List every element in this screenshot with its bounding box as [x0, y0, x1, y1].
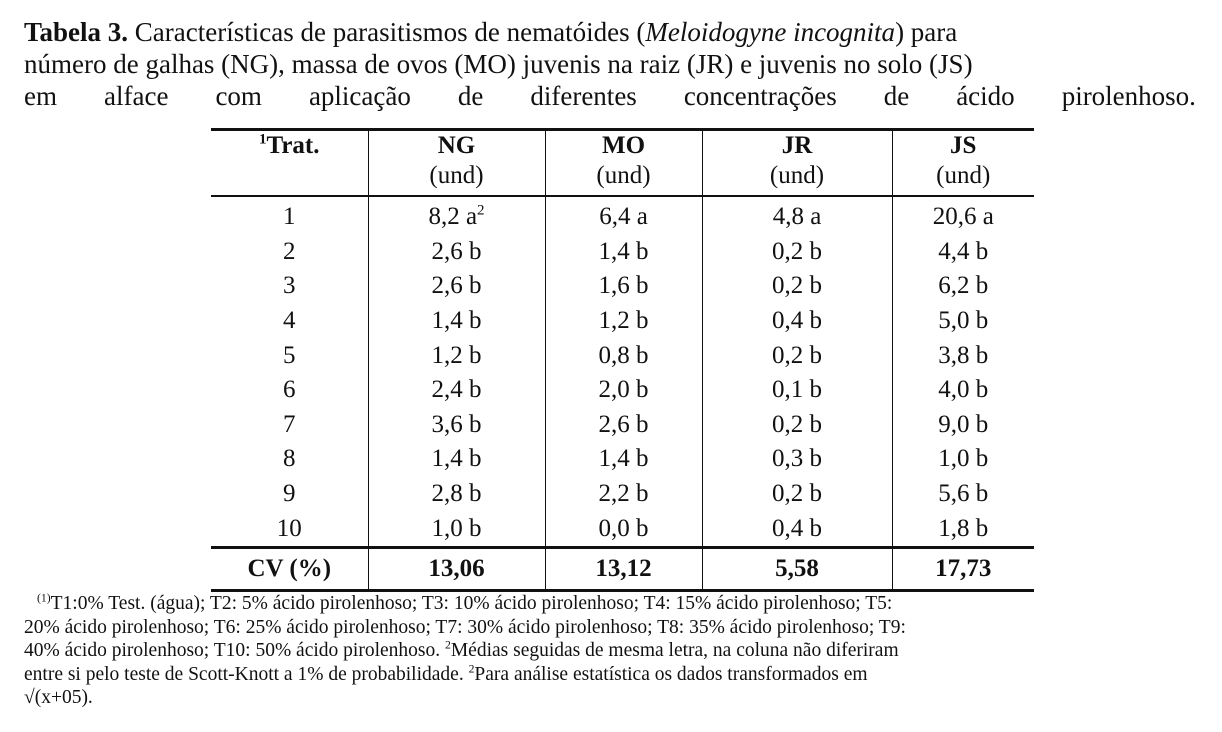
cell-mo: 0,8 b	[545, 338, 702, 373]
table-row	[211, 269, 1034, 304]
cell-mo: 1,2 b	[545, 304, 702, 339]
cell-jr: 0,4 b	[702, 511, 892, 547]
caption-text-post: ) para	[895, 17, 958, 47]
unit-jr: (und)	[702, 161, 892, 196]
results-table	[211, 128, 1034, 592]
cell-js: 1,0 b	[892, 442, 1034, 477]
header-trat-label: Trat.	[266, 132, 320, 159]
header-js: JS	[892, 130, 1034, 162]
table-header-row	[211, 130, 1034, 162]
footnote-line-3	[24, 639, 1208, 663]
footer-cv-js: 17,73	[892, 547, 1034, 590]
cell-ng: 1,4 b	[368, 442, 545, 477]
cell-mo: 0,0 b	[545, 511, 702, 547]
cell-mo: 1,6 b	[545, 269, 702, 304]
cell-trat: 5	[283, 341, 296, 369]
cell-jr: 0,2 b	[702, 408, 892, 443]
cell-js: 5,0 b	[892, 304, 1034, 339]
footnote-line-4-text	[24, 663, 868, 687]
table-body	[211, 196, 1034, 547]
cell-js: 4,4 b	[892, 235, 1034, 270]
cell-mo: 1,4 b	[545, 442, 702, 477]
footnote-line-5: √(x+05).	[24, 687, 93, 708]
cell-trat: 3	[283, 272, 296, 300]
caption-word: ácido	[956, 81, 1015, 111]
cell-trat: 9	[283, 480, 296, 508]
table-footnote	[24, 592, 1208, 710]
table-row	[211, 373, 1034, 408]
cell-ng: 2,6 b	[368, 269, 545, 304]
footnote-line-4	[24, 663, 1208, 687]
footnote-line-1-text	[37, 592, 892, 616]
table-row	[211, 304, 1034, 339]
caption-text-pre: Características de parasitismos de nematóides (	[134, 17, 646, 47]
cell-jr: 0,2 b	[702, 235, 892, 270]
cell-jr: 0,4 b	[702, 304, 892, 339]
table-caption	[24, 16, 1196, 112]
footer-cv-label: CV (%)	[211, 547, 368, 590]
caption-word: aplicação	[308, 81, 411, 111]
footnote-sup-1: (1)	[37, 591, 51, 605]
cell-jr: 0,2 b	[702, 269, 892, 304]
cell-ng: 3,6 b	[368, 408, 545, 443]
cell-ng	[368, 196, 545, 235]
cell-mo: 6,4 a	[545, 196, 702, 235]
caption-label: Tabela 3.	[24, 17, 129, 47]
cell-mo: 2,0 b	[545, 373, 702, 408]
cell-js: 9,0 b	[892, 408, 1034, 443]
footnote-sup-2b: 2	[468, 662, 475, 675]
cell-trat: 8	[283, 445, 296, 473]
cell-ng: 2,4 b	[368, 373, 545, 408]
cell-trat: 6	[283, 376, 296, 404]
caption-line-2: número de galhas (NG), massa de ovos (MO) juvenis na raiz (JR) e juvenis no solo (JS)	[24, 49, 973, 79]
cell-ng: 1,2 b	[368, 338, 545, 373]
cell-mo: 2,2 b	[545, 477, 702, 512]
caption-word: de	[457, 81, 484, 111]
cell-js: 20,6 a	[892, 196, 1034, 235]
table-row	[211, 477, 1034, 512]
cell-mo: 1,4 b	[545, 235, 702, 270]
caption-word: diferentes	[530, 81, 637, 111]
unit-js: (und)	[892, 161, 1034, 196]
header-trat	[211, 130, 368, 162]
cell-js: 3,8 b	[892, 338, 1034, 373]
cell-js: 6,2 b	[892, 269, 1034, 304]
cell-jr: 0,2 b	[702, 338, 892, 373]
header-mo: MO	[545, 130, 702, 162]
footnote-line-4-pre: entre si pelo teste de Scott-Knott a 1% de probabilidade.	[24, 663, 464, 685]
cell-jr: 0,2 b	[702, 477, 892, 512]
footnote-sup-2a: 2	[444, 638, 451, 652]
caption-species: Meloidogyne incognita	[645, 17, 896, 47]
cell-ng-value: 8,2 a	[428, 203, 478, 231]
cell-trat: 1	[283, 203, 296, 231]
header-jr: JR	[702, 130, 892, 162]
header-ng: NG	[368, 130, 545, 162]
cell-mo: 2,6 b	[545, 408, 702, 443]
caption-line-3	[24, 80, 1196, 112]
caption-word: concentrações	[683, 81, 837, 111]
footnote-line-2: 20% ácido pirolenhoso; T6: 25% ácido pirolenhoso; T7: 30% ácido pirolenhoso; T8: 35% ácido pirolenhoso; T9:	[24, 616, 906, 638]
footer-cv-ng: 13,06	[368, 547, 545, 590]
table-row	[211, 235, 1034, 270]
table-row	[211, 511, 1034, 547]
header-trat-sup: 1	[259, 131, 267, 148]
caption-word: de	[883, 81, 910, 111]
table-row	[211, 408, 1034, 443]
caption-line-1	[24, 16, 1196, 48]
cell-trat: 4	[283, 307, 296, 335]
cell-jr: 0,3 b	[702, 442, 892, 477]
cell-trat: 10	[276, 514, 302, 542]
footnote-line-3-post: Médias seguidas de mesma letra, na coluna não diferiram	[450, 640, 899, 661]
footnote-line-1	[24, 592, 1208, 616]
unit-ng: (und)	[368, 161, 545, 196]
table-row	[211, 338, 1034, 373]
caption-word: em	[24, 81, 57, 111]
cell-trat: 7	[283, 410, 296, 438]
unit-mo: (und)	[545, 161, 702, 196]
table-footer-row	[211, 547, 1034, 590]
caption-word: pirolenhoso.	[1061, 81, 1196, 111]
table-units-row	[211, 161, 1034, 196]
cell-jr: 4,8 a	[702, 196, 892, 235]
cell-js: 1,8 b	[892, 511, 1034, 547]
cell-ng: 1,0 b	[368, 511, 545, 547]
cell-trat: 2	[283, 237, 296, 265]
footnote-line-3-pre: 40% ácido pirolenhoso; T10: 50% ácido pirolenhoso.	[24, 640, 441, 661]
results-table-container	[211, 128, 1034, 592]
footnote-line-1-body: T1:0% Test. (água); T2: 5% ácido pirolenhoso; T3: 10% ácido pirolenhoso; T4: 15% ácido pirolenhoso; T5:	[50, 593, 893, 614]
cell-jr: 0,1 b	[702, 373, 892, 408]
unit-trat	[211, 161, 368, 196]
caption-word: alface	[104, 81, 169, 111]
footer-cv-mo: 13,12	[545, 547, 702, 590]
footnote-line-4-post: Para análise estatística os dados transformados em	[474, 663, 868, 685]
footnote-line-3-text	[24, 639, 899, 663]
table-row	[211, 442, 1034, 477]
footer-cv-jr: 5,58	[702, 547, 892, 590]
cell-ng: 1,4 b	[368, 304, 545, 339]
cell-js: 4,0 b	[892, 373, 1034, 408]
cell-ng: 2,6 b	[368, 235, 545, 270]
cell-ng: 2,8 b	[368, 477, 545, 512]
table-row	[211, 196, 1034, 235]
cell-js: 5,6 b	[892, 477, 1034, 512]
caption-word: com	[215, 81, 262, 111]
cell-ng-sup: 2	[477, 202, 485, 219]
